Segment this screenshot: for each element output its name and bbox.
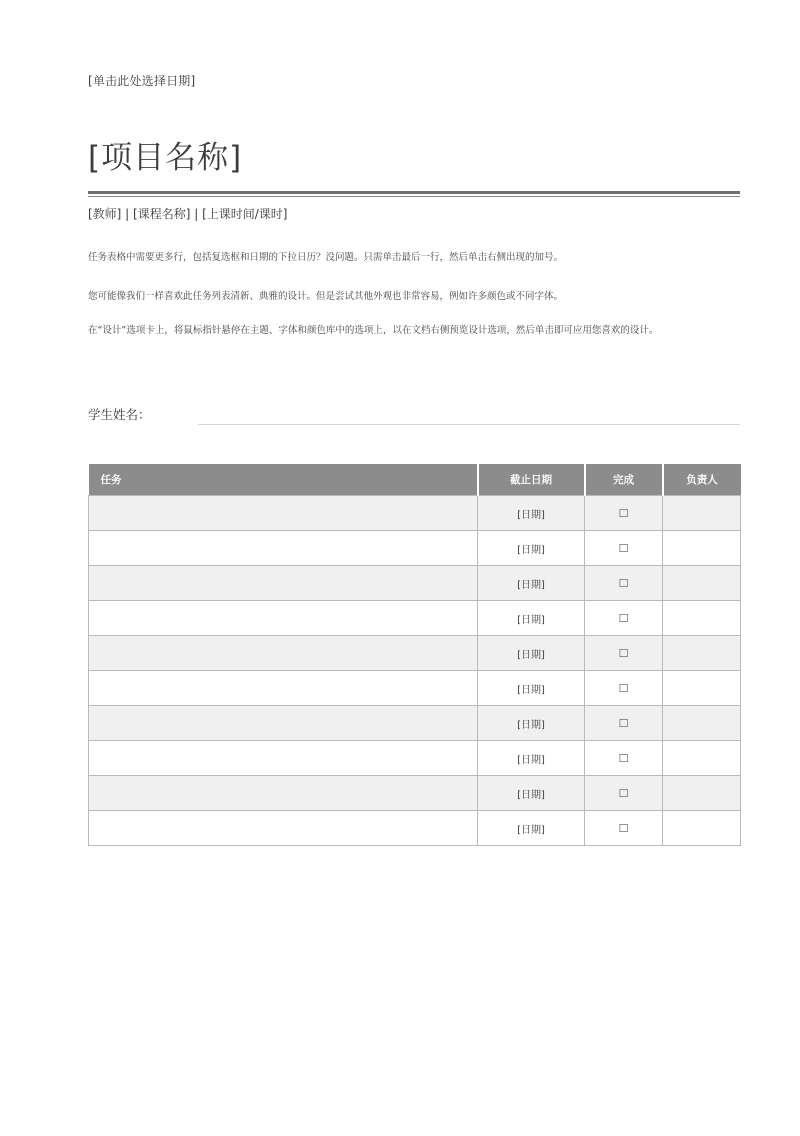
- table-row: [89, 531, 741, 566]
- due-date-cell[interactable]: [日期]: [478, 566, 585, 601]
- task-cell[interactable]: [89, 496, 478, 531]
- due-date-cell[interactable]: [日期]: [478, 776, 585, 811]
- task-table-body: [89, 496, 741, 846]
- done-checkbox[interactable]: ☐: [618, 786, 629, 800]
- owner-cell[interactable]: [663, 811, 741, 846]
- owner-cell[interactable]: [663, 531, 741, 566]
- course-meta-line[interactable]: [教师] | [课程名称] | [上课时间/课时]: [88, 207, 288, 221]
- done-cell: [585, 636, 663, 671]
- due-date-cell[interactable]: [日期]: [478, 811, 585, 846]
- done-cell: [585, 496, 663, 531]
- title-rule-thin: [88, 196, 740, 197]
- owner-cell[interactable]: [663, 636, 741, 671]
- task-cell[interactable]: [89, 601, 478, 636]
- owner-cell[interactable]: [663, 776, 741, 811]
- task-cell[interactable]: [89, 531, 478, 566]
- table-header-row: [89, 464, 741, 496]
- table-row: [89, 741, 741, 776]
- table-row: [89, 496, 741, 531]
- owner-cell[interactable]: [663, 566, 741, 601]
- date-picker-placeholder[interactable]: [单击此处选择日期]: [88, 74, 196, 88]
- task-cell[interactable]: [89, 776, 478, 811]
- header-done: 完成: [585, 464, 663, 496]
- task-cell[interactable]: [89, 811, 478, 846]
- table-row: [89, 706, 741, 741]
- task-cell[interactable]: [89, 636, 478, 671]
- header-due-date: 截止日期: [478, 464, 585, 496]
- task-cell[interactable]: [89, 706, 478, 741]
- due-date-cell[interactable]: [日期]: [478, 741, 585, 776]
- done-checkbox[interactable]: ☐: [618, 821, 629, 835]
- table-row: [89, 671, 741, 706]
- owner-cell[interactable]: [663, 706, 741, 741]
- done-cell: [585, 741, 663, 776]
- done-cell: [585, 671, 663, 706]
- done-cell: [585, 706, 663, 741]
- done-checkbox[interactable]: ☐: [618, 541, 629, 555]
- table-row: [89, 811, 741, 846]
- done-checkbox[interactable]: ☐: [618, 611, 629, 625]
- instruction-paragraph: 在“设计”选项卡上，将鼠标指针悬停在主题、字体和颜色库中的选项上，以在文档右侧预览设计选项，然后单击即可应用您喜欢的设计。: [88, 325, 659, 336]
- done-checkbox[interactable]: ☐: [618, 506, 629, 520]
- owner-cell[interactable]: [663, 741, 741, 776]
- done-cell: [585, 566, 663, 601]
- due-date-cell[interactable]: [日期]: [478, 636, 585, 671]
- done-checkbox[interactable]: ☐: [618, 716, 629, 730]
- header-owner: 负责人: [663, 464, 741, 496]
- done-cell: [585, 531, 663, 566]
- task-cell[interactable]: [89, 566, 478, 601]
- due-date-cell[interactable]: [日期]: [478, 496, 585, 531]
- owner-cell[interactable]: [663, 671, 741, 706]
- instruction-paragraph: 任务表格中需要更多行，包括复选框和日期的下拉日历？没问题。只需单击最后一行，然后单击右侧出现的加号。: [88, 252, 564, 263]
- table-row: [89, 776, 741, 811]
- due-date-cell[interactable]: [日期]: [478, 706, 585, 741]
- done-cell: [585, 776, 663, 811]
- task-cell[interactable]: [89, 671, 478, 706]
- table-row: [89, 566, 741, 601]
- owner-cell[interactable]: [663, 496, 741, 531]
- student-name-label: 学生姓名：: [88, 407, 151, 422]
- owner-cell[interactable]: [663, 601, 741, 636]
- done-cell: [585, 811, 663, 846]
- done-cell: [585, 601, 663, 636]
- due-date-cell[interactable]: [日期]: [478, 601, 585, 636]
- table-row: [89, 636, 741, 671]
- done-checkbox[interactable]: ☐: [618, 576, 629, 590]
- instruction-paragraph: 您可能像我们一样喜欢此任务列表清新、典雅的设计。但是尝试其他外观也非常容易，例如许多颜色或不同字体。: [88, 291, 564, 302]
- due-date-cell[interactable]: [日期]: [478, 531, 585, 566]
- done-checkbox[interactable]: ☐: [618, 646, 629, 660]
- student-name-field[interactable]: [198, 424, 740, 425]
- done-checkbox[interactable]: ☐: [618, 681, 629, 695]
- task-table: [88, 464, 741, 846]
- title-rule-thick: [88, 191, 740, 194]
- header-task: 任务: [89, 464, 478, 496]
- task-cell[interactable]: [89, 741, 478, 776]
- due-date-cell[interactable]: [日期]: [478, 671, 585, 706]
- table-row: [89, 601, 741, 636]
- project-title[interactable]: [项目名称]: [88, 140, 243, 176]
- done-checkbox[interactable]: ☐: [618, 751, 629, 765]
